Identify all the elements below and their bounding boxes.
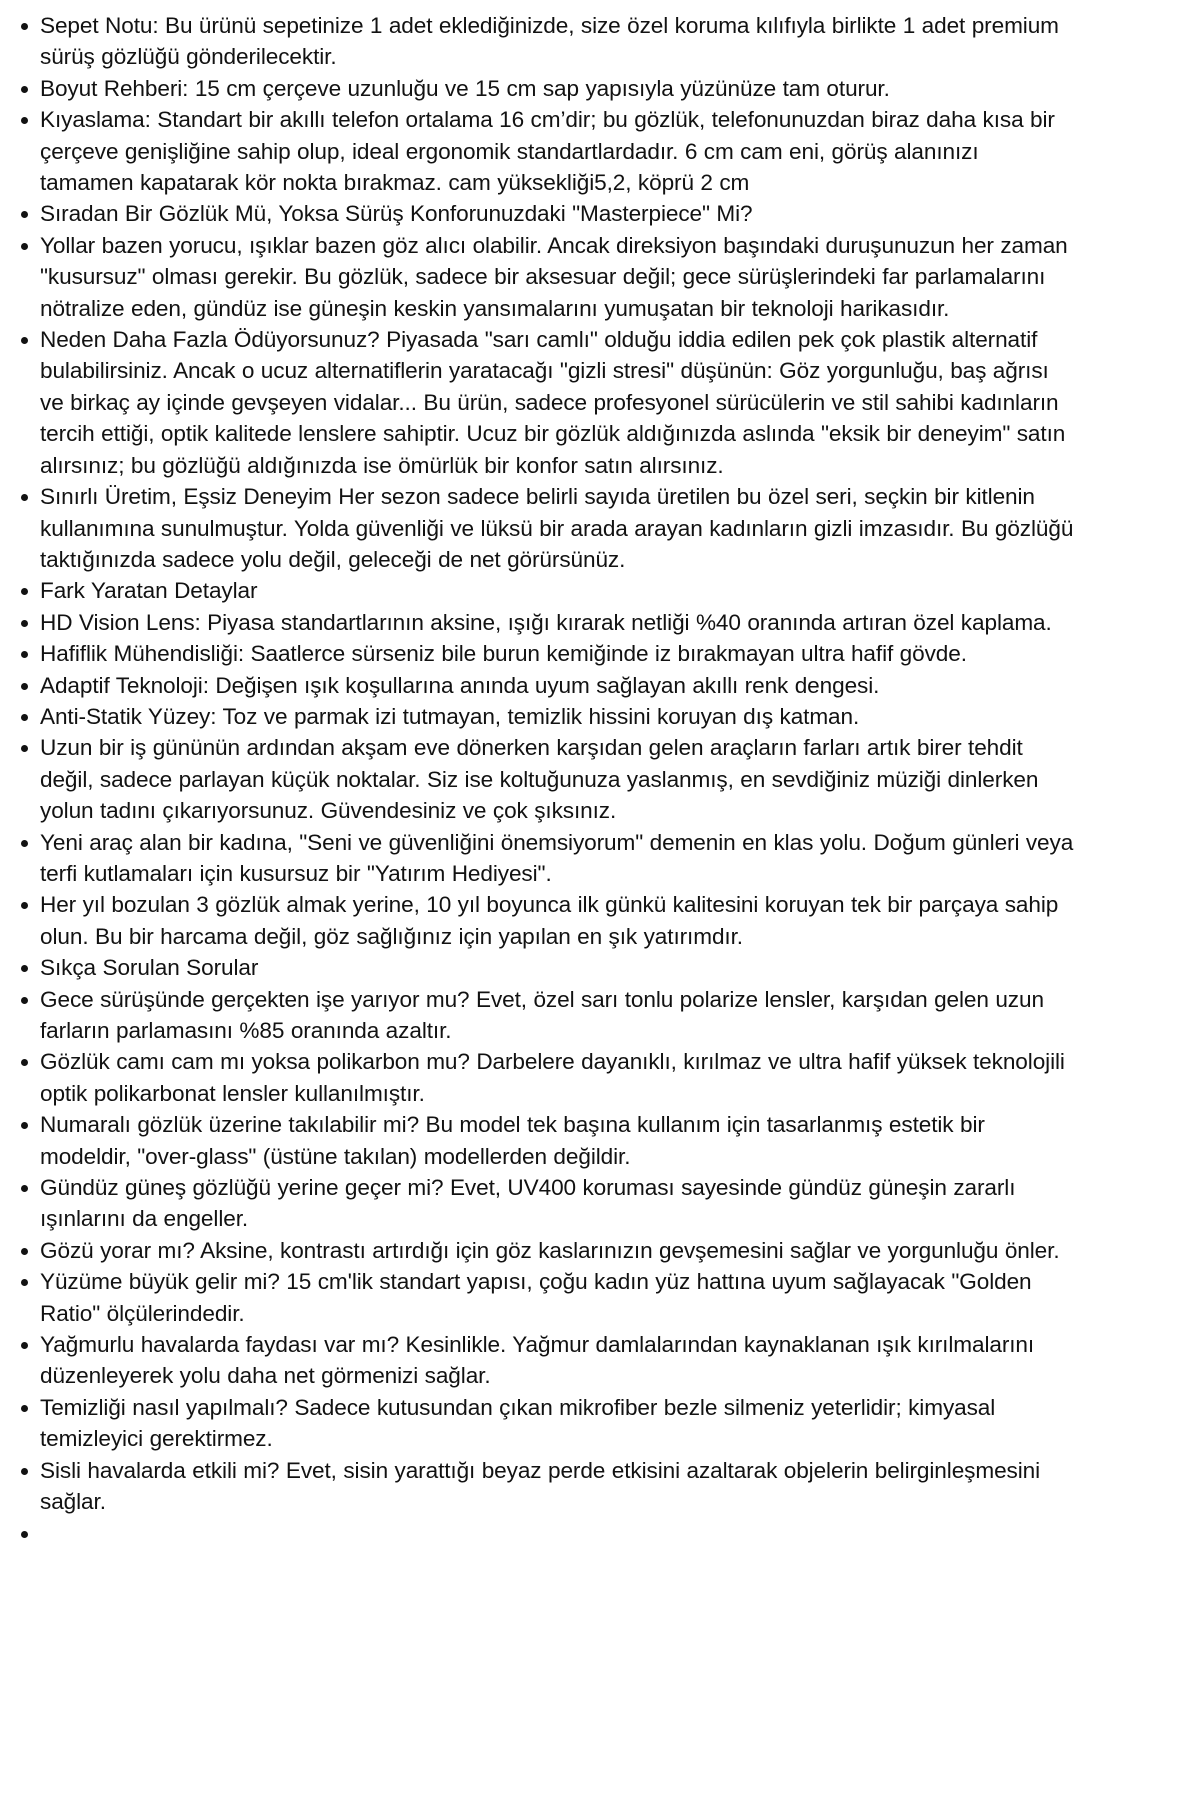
bullet-item-text: Gözü yorar mı? Aksine, kontrastı artırdığı için göz kaslarınızın gevşemesini sağlar ve yorgunluğu önler.: [40, 1237, 1060, 1263]
bullet-item-sikca-sorulan-sorular: [0, 952, 1075, 983]
bullet-item-text: Sıkça Sorulan Sorular: [40, 955, 259, 981]
bullet-item-empty-trailing: [0, 1518, 1075, 1549]
bullet-item-text: Kıyaslama: Standart bir akıllı telefon ortalama 16 cm’dir; bu gözlük, telefonunuzdan biraz daha kısa bir çerçeve genişliğine sahip olup, ideal ergonomik standartlardadır. 6 cm cam eni, görüş alanınızı tamamen kapatarak kör nokta bırakmaz. cam yüksekliği5,2, köprü 2 cm: [40, 107, 1055, 196]
bullet-item-boyut-rehberi: [0, 73, 1075, 104]
bullet-item-text: Sıradan Bir Gözlük Mü, Yoksa Sürüş Konforunuzdaki "Masterpiece" Mi?: [40, 201, 753, 227]
bullet-item-text: Yüzüme büyük gelir mi? 15 cm'lik standart yapısı, çoğu kadın yüz hattına uyum sağlayacak "Golden Ratio" ölçülerindedir.: [40, 1269, 1032, 1326]
bullet-item-kiyaslama: [0, 104, 1075, 198]
bullet-item-text: Sınırlı Üretim, Eşsiz Deneyim Her sezon sadece belirli sayıda üretilen bu özel seri, seçkin bir kitlenin kullanımına sunulmuştur. Yolda güvenliği ve lüksü bir arada arayan kadınların gizli imzasıdır. Bu gözlüğü taktığınızda sadece yolu değil, geleceği de net görürsünüz.: [40, 484, 1074, 572]
bullet-item-uzun-is-gunu: [0, 732, 1075, 826]
bullet-item-text: Sisli havalarda etkili mi? Evet, sisin yarattığı beyaz perde etkisini azaltarak objelerin belirginleşmesini sağlar.: [40, 1457, 1041, 1515]
bullet-item-faq-gunduz-gunes: [0, 1172, 1075, 1235]
bullet-item-text: Neden Daha Fazla Ödüyorsunuz? Piyasada "sarı camlı" olduğu iddia edilen pek çok plastik alternatif bulabilirsiniz. Ancak o ucuz alternatiflerin yaratacağı "gizli stresi" düşünün: Göz yorgunluğu, baş ağrısı ve birkaç ay içinde gevşeyen vidalar... Bu ürün, sadece profesyonel sürücülerin ve stil sahibi kadınların tercih ettiği, optik kalitede lenslere sahiptir. Ucuz bir gözlük aldığınızda aslında "eksik bir deneyim" satın alırsınız; bu gözlüğü aldığınızda ise ömürlük bir konfor satın alırsınız.: [40, 327, 1066, 478]
bullet-item-faq-gece-surus: [0, 984, 1075, 1047]
bullet-item-text: Fark Yaratan Detaylar: [40, 578, 258, 604]
bullet-item-adaptif-teknoloji: [0, 670, 1075, 701]
bullet-item-text: Gündüz güneş gözlüğü yerine geçer mi? Evet, UV400 koruması sayesinde gündüz güneşin zararlı ışınlarını da engeller.: [40, 1175, 1016, 1232]
bullet-item-faq-cam-polikarbon: [0, 1046, 1075, 1109]
bullet-item-text: Anti-Statik Yüzey: Toz ve parmak izi tutmayan, temizlik hissini koruyan dış katman.: [40, 703, 860, 729]
bullet-item-masterpiece-baslik: [0, 198, 1075, 229]
bullet-item-anti-statik-yuzey: [0, 701, 1075, 732]
bullet-item-text: Her yıl bozulan 3 gözlük almak yerine, 10 yıl boyunca ilk günkü kalitesini koruyan tek bir parçaya sahip olun. Bu bir harcama değil, göz sağlığınız için yapılan en şık yatırımdır.: [40, 892, 1059, 949]
bullet-item-text: Yeni araç alan bir kadına, "Seni ve güvenliğini önemsiyorum" demenin en klas yolu. Doğum günleri veya terfi kutlamaları için kusursuz bir "Yatırım Hediyesi".: [40, 829, 1074, 886]
bullet-item-faq-yagmurlu-hava: [0, 1329, 1075, 1392]
bullet-item-text: Numaralı gözlük üzerine takılabilir mi? Bu model tek başına kullanım için tasarlanmış estetik bir modeldir, "over-glass" (üstüne takılan) modellerden değildir.: [40, 1112, 985, 1169]
bullet-item-faq-yuzume-buyuk: [0, 1266, 1075, 1329]
product-description-bullet-list: [0, 10, 1160, 1549]
bullet-item-faq-temizlik: [0, 1392, 1075, 1455]
bullet-item-sinirli-uretim: [0, 481, 1075, 575]
bullet-item-text: Yollar bazen yorucu, ışıklar bazen göz alıcı olabilir. Ancak direksiyon başındaki duruşunuzun her zaman "kusursuz" olması gerekir. Bu gözlük, sadece bir aksesuar değil; gece sürüşlerindeki far parlamalarını nötralize eden, gündüz ise güneşin keskin yansımalarını yumuşatan bir teknoloji harikasıdır.: [40, 232, 1068, 321]
bullet-item-hafiflik-muhendisligi: [0, 638, 1075, 669]
bullet-item-her-yil-bozulan: [0, 889, 1075, 952]
bullet-item-text: Gece sürüşünde gerçekten işe yarıyor mu? Evet, özel sarı tonlu polarize lensler, karşıdan gelen uzun farların parlamasını %85 oranında azaltır.: [40, 986, 1044, 1043]
bullet-item-text: Yağmurlu havalarda faydası var mı? Kesinlikle. Yağmur damlalarından kaynaklanan ışık kırılmalarını düzenleyerek yolu daha net görmenizi sağlar.: [40, 1332, 1035, 1389]
bullet-item-yeni-arac-alan: [0, 827, 1075, 890]
bullet-item-text: Temizliği nasıl yapılmalı? Sadece kutusundan çıkan mikrofiber bezle silmeniz yeterlidir; kimyasal temizleyici gerektirmez.: [40, 1394, 996, 1452]
bullet-item-neden-daha-fazla: [0, 324, 1075, 481]
bullet-item-text: Hafiflik Mühendisliği: Saatlerce sürseniz bile burun kemiğinde iz bırakmayan ultra hafif gövde.: [40, 641, 967, 667]
bullet-item-faq-sisli-hava: [0, 1455, 1075, 1518]
bullet-item-faq-numarali-gozluk: [0, 1109, 1075, 1172]
bullet-item-text: Adaptif Teknoloji: Değişen ışık koşullarına anında uyum sağlayan akıllı renk dengesi.: [40, 672, 880, 698]
bullet-item-hd-vision-lens: [0, 607, 1075, 638]
bullet-item-sepet-notu: [0, 10, 1075, 73]
bullet-item-yollar-bazen: [0, 230, 1075, 324]
bullet-item-text: Uzun bir iş gününün ardından akşam eve dönerken karşıdan gelen araçların farları artık birer tehdit değil, sadece parlayan küçük noktalar. Siz ise koltuğunuza yaslanmış, en sevdiğiniz müziği dinlerken yolun tadını çıkarıyorsunuz. Güvendesiniz ve çok şıksınız.: [40, 735, 1039, 824]
bullet-item-fark-yaratan-detaylar: [0, 575, 1075, 606]
bullet-item-faq-gozu-yorar: [0, 1235, 1075, 1266]
bullet-item-text: HD Vision Lens: Piyasa standartlarının aksine, ışığı kırarak netliği %40 oranında artıran özel kaplama.: [40, 609, 1052, 635]
bullet-item-text: Boyut Rehberi: 15 cm çerçeve uzunluğu ve 15 cm sap yapısıyla yüzünüze tam oturur.: [40, 75, 890, 101]
bullet-item-text: Sepet Notu: Bu ürünü sepetinize 1 adet eklediğinizde, size özel koruma kılıfıyla birlikte 1 adet premium sürüş gözlüğü gönderilecektir.: [40, 13, 1059, 70]
bullet-item-text: Gözlük camı cam mı yoksa polikarbon mu? Darbelere dayanıklı, kırılmaz ve ultra hafif yüksek teknolojili optik polikarbonat lensler kullanılmıştır.: [40, 1049, 1065, 1106]
